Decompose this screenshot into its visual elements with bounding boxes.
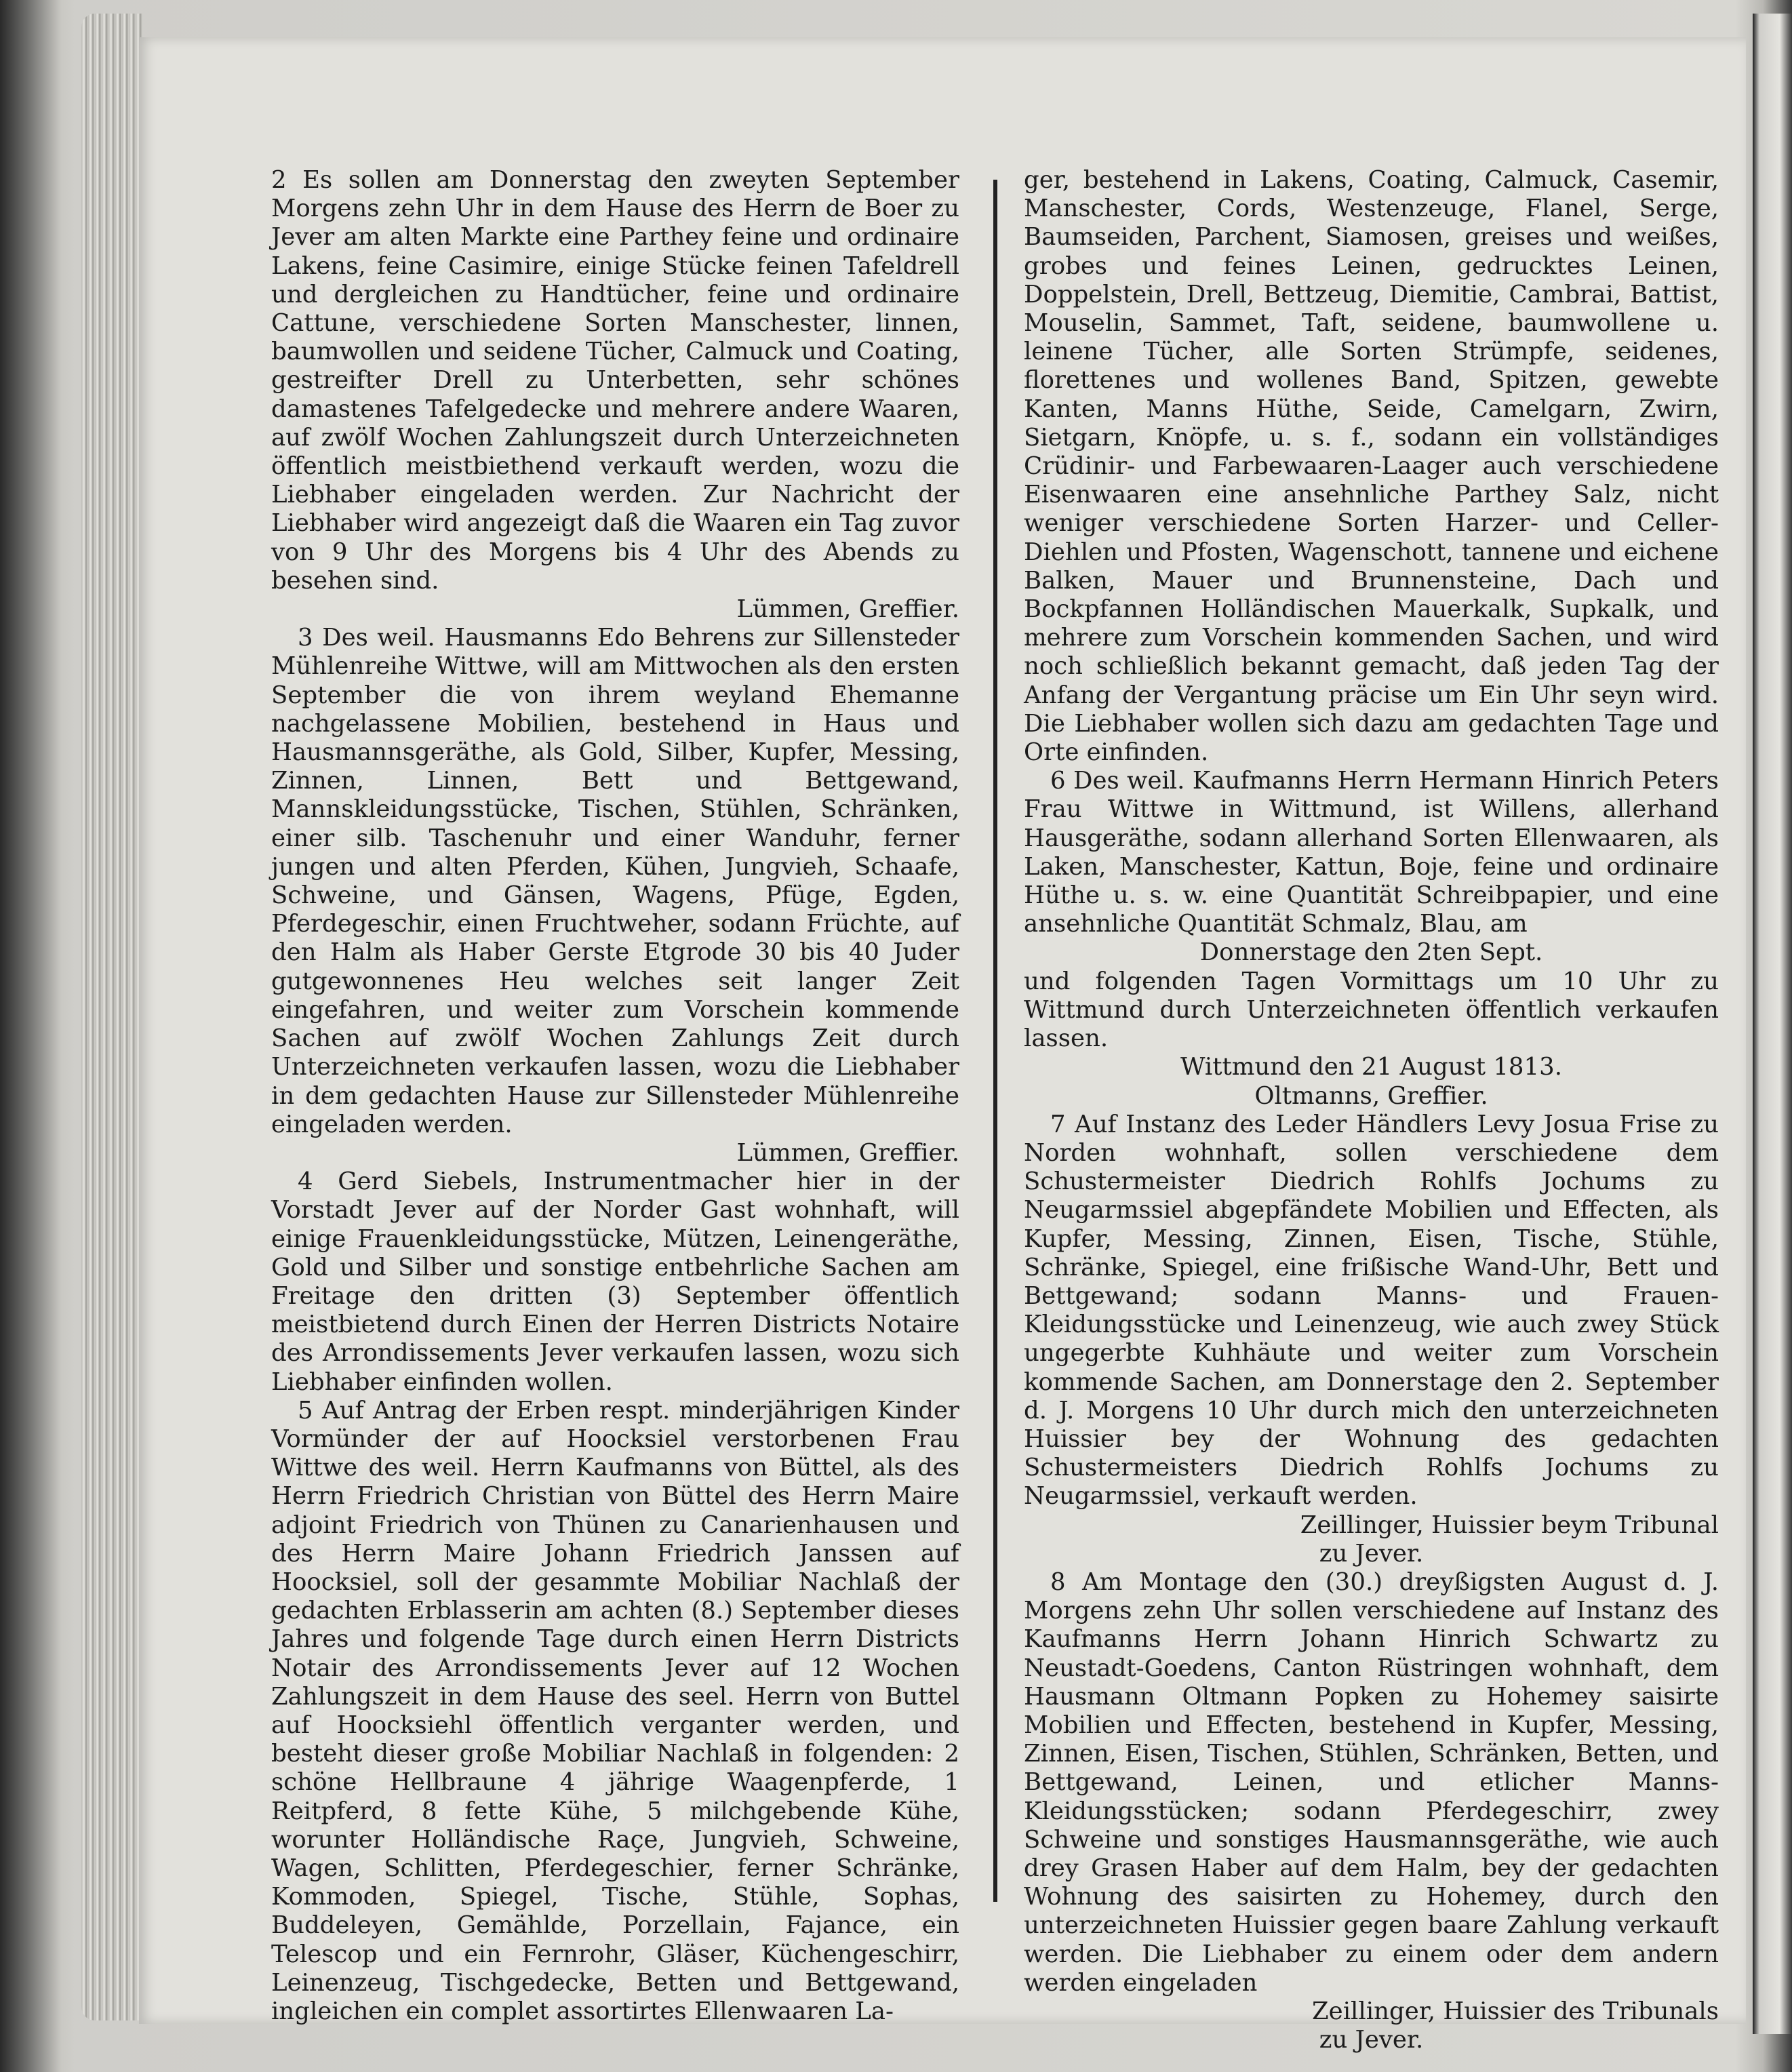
notice-5-continued: ger, bestehend in Lakens, Coating, Calmuck, Casemir, Manschester, Cords, Westenzeuge, Flanel, Serge, Baumseiden, Parchent, Siamosen, greises und weißes, grobes und feines Leinen, gedrucktes Leinen, Doppelstein, Drell, Bettzeug, Diemitie, Cambrai, Battist, Mouselin, Sammet, Taft, seidene, baumwollene u. leinene Tücher, alle Sorten Strümpfe, seidenes, florettenes und wollenes Band, Spitzen, gewebte Kanten, Manns Hüthe, Seide, Camelgarn, Zwirn, Sietgarn, Knöpfe, u. s. f., sodann ein vollständiges Crüdinir- und Farbewaaren-Laager auch verschiedene Eisenwaaren eine ansehnliche Parthey Salz, nicht weniger verschiedene Sorten Harzer- und Celler-Diehlen und Pfosten, Wagenschott, tannene und eichene Balken, Mauer und Brunnensteine, Dach und Bockpfannen Holländischen Mauerkalk, Supkalk, und mehrere zum Vorschein kommenden Sachen, und wird noch schließlich bekannt gemacht, daß jeden Tag der Anfang der Vergantung präcise um Ein Uhr seyn wird. Die Liebhaber wollen sich dazu am gedachten Tage und Orte einfinden. <box>1024 166 1719 767</box>
notice-6-tail: und folgenden Tagen Vormittags um 10 Uhr zu Wittmund durch Unterzeichneten öffentlich verkaufen lassen. <box>1024 967 1719 1053</box>
notice-2: 2 Es sollen am Donnerstag den zweyten September Morgens zehn Uhr in dem Hause des Herrn de Boer zu Jever am alten Markte eine Parthey feine und ordinaire Lakens, feine Casimire, einige Stücke feinen Tafeldrell und dergleichen zu Handtücher, feine und ordinaire Cattune, verschiedene Sorten Manschester, linnen, baumwollen und seidene Tücher, Calmuck und Coating, gestreifter Drell zu Unterbetten, sehr schönes damastenes Tafelgedecke und mehrere andere Waaren, auf zwölf Wochen Zahlungszeit durch Unterzeichneten öffentlich meistbiethend verkauft werden, wozu die Liebhaber eingeladen werden. Zur Nachricht der Liebhaber wird angezeigt daß die Waaren ein Tag zuvor von 9 Uhr des Morgens bis 4 Uhr des Abends zu besehen sind. <box>271 166 959 595</box>
notice-4: 4 Gerd Siebels, Instrumentmacher hier in der Vorstadt Jever auf der Norder Gast wohnhaft, will einige Frauenkleidungsstücke, Mützen, Leinengeräthe, Gold und Silber und sonstige entbehrliche Sachen am Freitage den dritten (3) September öffentlich meistbietend durch Einen der Herren Districts Notaire des Arrondissements Jever verkaufen lassen, wozu sich Liebhaber einfinden wollen. <box>271 1168 959 1396</box>
notice-8-signature-place: zu Jever. <box>1319 2026 1424 2054</box>
notice-6-signature: Oltmanns, Greffier. <box>1254 1081 1488 1110</box>
notice-7-signature: Zeillinger, Huissier beym Tribunal <box>1300 1511 1719 1539</box>
right-column <box>1024 166 1719 2054</box>
notice-5: 5 Auf Antrag der Erben respt. minderjährigen Kinder Vormünder der auf Hoocksiel verstorbenen Frau Wittwe des weil. Herrn Kaufmanns von Büttel, als des Herrn Friedrich Christian von Büttel des Herrn Maire adjoint Friedrich von Thünen zu Canarienhausen und des Herrn Maire Johann Friedrich Janssen auf Hoocksiel, soll der gesammte Mobiliar Nachlaß der gedachten Erblasserin am achten (8.) September dieses Jahres und folgende Tage durch einen Herrn Districts Notair des Arrondissements Jever auf 12 Wochen Zahlungszeit in dem Hause des seel. Herrn von Buttel auf Hoocksiehl öffentlich verganter werden, und besteht dieser große Mobiliar Nachlaß in folgenden: 2 schöne Hellbraune 4 jährige Waagenpferde, 1 Reitpferd, 8 fette Kühe, 5 milchgebende Kühe, worunter Holländische Raçe, Jungvieh, Schweine, Wagen, Schlitten, Pferdegeschier, ferner Schränke, Kommoden, Spiegel, Tische, Stühle, Sophas, Buddeleyen, Gemählde, Porzellain, Fajance, ein Telescop und ein Fernrohr, Gläser, Küchengeschirr, Leinenzeug, Tischgedecke, Betten und Bettgewand, ingleichen ein complet assortirtes Ellenwaaren La- <box>271 1396 959 2025</box>
facing-page-edge <box>1753 14 1792 2034</box>
notice-7: 7 Auf Instanz des Leder Händlers Levy Josua Frise zu Norden wohnhaft, sollen verschiedene dem Schustermeister Diedrich Rohlfs Jochums zu Neugarmssiel abgepfändete Mobilien und Effecten, als Kupfer, Messing, Zinnen, Eisen, Tische, Stühle, Schränke, Spiegel, eine frißische Wand-Uhr, Bett und Bettgewand; sodann Manns- und Frauen-Kleidungsstücke und Leinenzeug, wie auch zwey Stück ungegerbte Kuhhäute und weiter zum Vorschein kommende Sachen, am Donnerstage den 2. September d. J. Morgens 10 Uhr durch mich den unterzeichneten Huissier bey der Wohnung des gedachten Schustermeisters Diedrich Rohlfs Jochums zu Neugarmssiel, verkauft werden. <box>1024 1110 1719 1511</box>
notice-6: 6 Des weil. Kaufmanns Herrn Hermann Hinrich Peters Frau Wittwe in Wittmund, ist Willens, allerhand Hausgeräthe, sodann allerhand Sorten Ellenwaaren, als Laken, Manschester, Kattun, Boje, feine und ordinaire Hüthe u. s. w. eine Quantität Schreibpapier, und eine ansehnliche Quantität Schmalz, Blau, am <box>1024 767 1719 938</box>
notice-8-signature: Zeillinger, Huissier des Tribunals <box>1312 1997 1719 2025</box>
notice-3-signature: Lümmen, Greffier. <box>736 1138 959 1167</box>
left-column <box>271 166 959 2026</box>
notice-3: 3 Des weil. Hausmanns Edo Behrens zur Sillensteder Mühlenreihe Wittwe, will am Mittwochen als den ersten September die von ihrem weyland Ehemanne nachgelassene Mobilien, bestehend in Haus und Hausmannsgeräthe, als Gold, Silber, Kupfer, Messing, Zinnen, Linnen, Bett und Bettgewand, Mannskleidungsstücke, Tischen, Stühlen, Schränken, einer silb. Taschenuhr und einer Wanduhr, ferner jungen und alten Pferden, Kühen, Jungvieh, Schaafe, Schweine, und Gänsen, Wagens, Pfüge, Egden, Pferdegeschir, einen Fruchtweher, sodann Früchte, auf den Halm als Haber Gerste Etgrode 30 bis 40 Juder gutgewonnenes Heu welches seit langer Zeit eingefahren, und weiter zum Vorschein kommende Sachen auf zwölf Wochen Zahlungs Zeit durch Unterzeichneten verkaufen lassen, wozu die Liebhaber in dem gedachten Hause zur Sillensteder Mühlenreihe eingeladen werden. <box>271 624 959 1138</box>
notice-6-date: Donnerstage den 2ten Sept. <box>1199 938 1543 967</box>
notice-2-signature: Lümmen, Greffier. <box>736 595 959 624</box>
column-divider <box>993 180 997 1902</box>
book-page-edges <box>81 14 142 2020</box>
notice-8: 8 Am Montage den (30.) dreyßigsten August d. J. Morgens zehn Uhr sollen verschiedene auf Instanz des Kaufmanns Herrn Johann Hinrich Schwartz zu Neustadt-Goedens, Canton Rüstringen wohnhaft, dem Hausmann Oltmann Popken zu Hohemey saisirte Mobilien und Effecten, bestehend in Kupfer, Messing, Zinnen, Eisen, Tischen, Stühlen, Schränken, Betten, und Bettgewand, Leinen, und etlicher Manns-Kleidungsstücken; sodann Pferdegeschirr, zwey Schweine und sonstiges Hausmannsgeräthe, wie auch drey Grasen Haber auf dem Halm, bey der gedachten Wohnung des saisirten zu Hohemey, durch den unterzeichneten Huissier gegen baare Zahlung verkauft werden. Die Liebhaber zu einem oder dem andern werden eingeladen <box>1024 1568 1719 1997</box>
notice-6-place-date: Wittmund den 21 August 1813. <box>1180 1053 1562 1081</box>
notice-7-signature-place: zu Jever. <box>1319 1539 1424 1568</box>
